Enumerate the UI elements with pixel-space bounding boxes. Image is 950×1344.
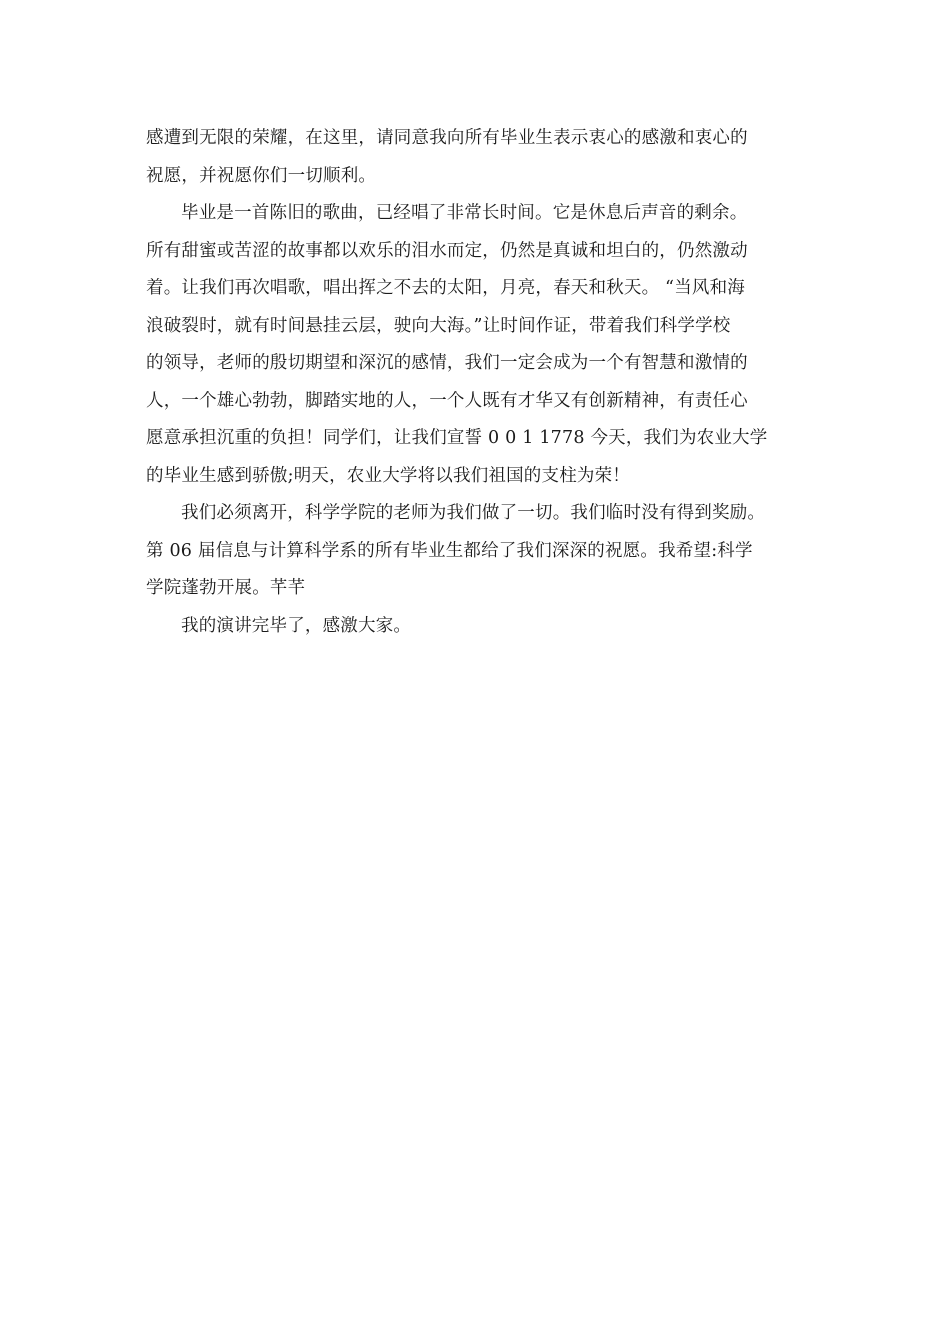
- text-line: 学院蓬勃开展。芊芊: [146, 578, 306, 598]
- text-line: 所有甜蜜或苦涩的故事都以欢乐的泪水而定，仍然是真诚和坦白的，仍然激动: [146, 240, 748, 261]
- text-line: 的毕业生感到骄傲;明天，农业大学将以我们祖国的支柱为荣！: [146, 465, 630, 486]
- text-line: 愿意承担沉重的负担！同学们，让我们宣誓 0 0 1 1778 今天，我们为农业大学: [146, 428, 768, 448]
- text-line: 着。让我们再次唱歌，唱出挥之不去的太阳，月亮，春天和秋天。 “当风和海: [146, 278, 746, 298]
- closing-line: 我的演讲完毕了，感激大家。: [181, 615, 412, 636]
- text-line: 感遭到无限的荣耀，在这里，请同意我向所有毕业生表示衷心的感激和衷心的: [146, 128, 748, 148]
- text-line: 的领导，老师的殷切期望和深沉的感情，我们一定会成为一个有智慧和激情的: [146, 353, 748, 373]
- text-line: 人，一个雄心勃勃，脚踏实地的人，一个人既有才华又有创新精神，有责任心: [146, 390, 748, 411]
- text-line: 第 06 届信息与计算科学系的所有毕业生都给了我们深深的祝愿。我希望:科学: [146, 540, 753, 561]
- text-line: 祝愿，并祝愿你们一切顺利。: [146, 165, 377, 186]
- paragraph-start-line: 我们必须离开，科学学院的老师为我们做了一切。我们临时没有得到奖励。: [181, 503, 766, 523]
- text-line: 浪破裂时，就有时间悬挂云层，驶向大海。”让时间作证，带着我们科学学校: [146, 315, 731, 336]
- speech-text: [146, 120, 816, 645]
- paragraph-start-line: 毕业是一首陈旧的歌曲，已经唱了非常长时间。它是休息后声音的剩余。: [181, 203, 748, 223]
